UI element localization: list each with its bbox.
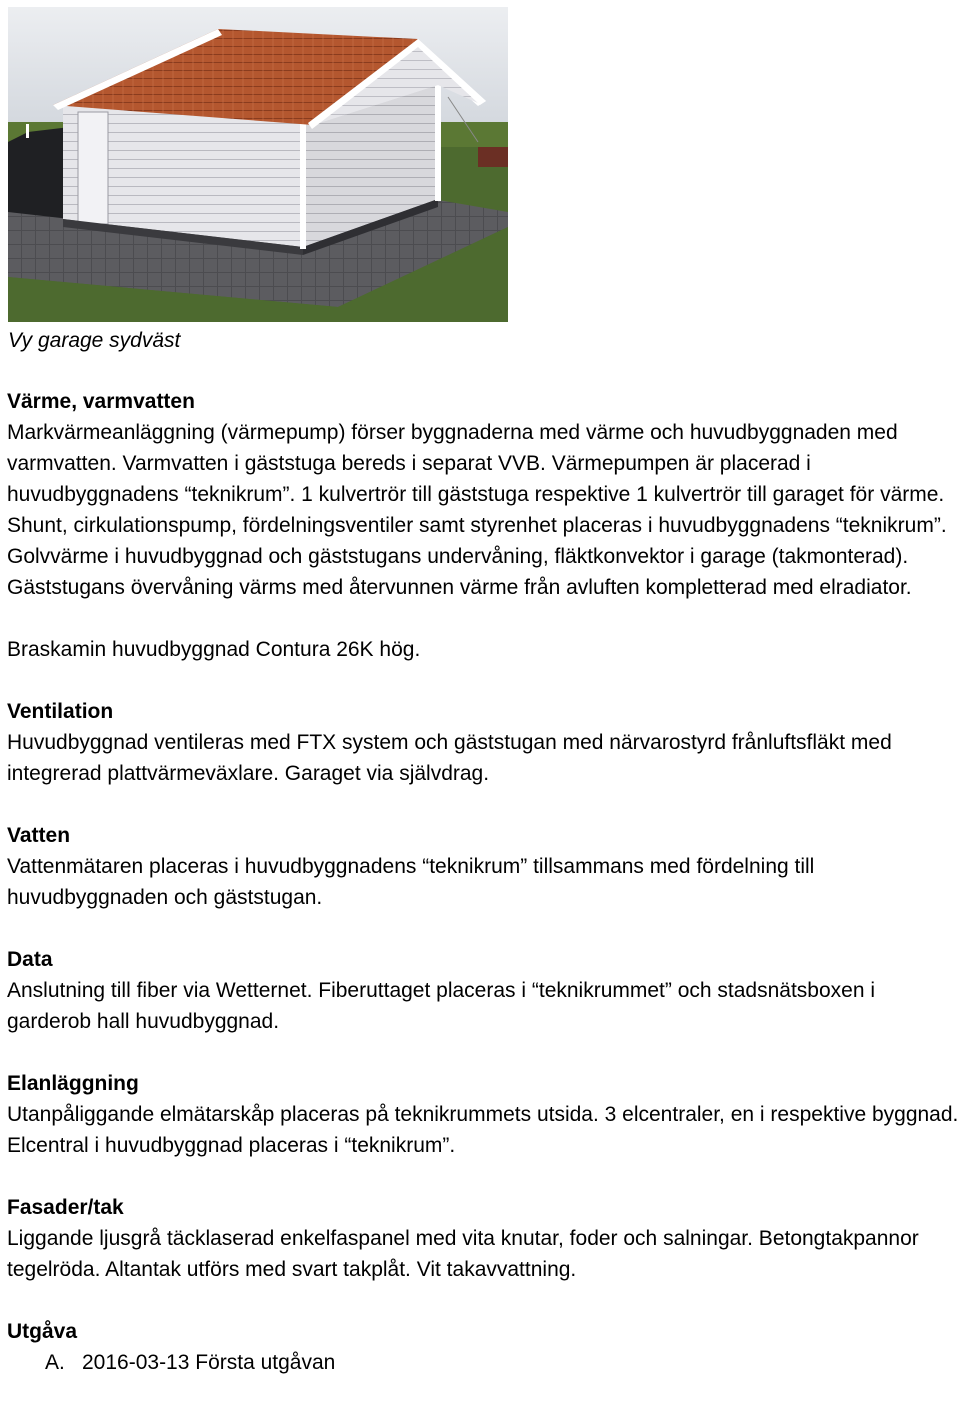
heading-varme: Värme, varmvatten — [7, 390, 195, 413]
document-body — [7, 386, 960, 1378]
paragraph-varme: Markvärmeanläggning (värmepump) förser byggnaderna med värme och huvudbyggnaden med varmvatten. Varmvatten i gäststuga bereds i separat VVB. Värmepumpen är placerad i huvudbyggnadens “teknikrum”. 1 kulvertrör till gäststuga respektive 1 kulvertrör till garaget för värme. Shunt, cirkulationspump, fördelningsventiler samt styrenhet placeras i huvudbyggnadens “teknikrum”. Golvvärme i huvudbyggnad och gäststugans undervåning, fläktkonvektor i garage (takmonterad). Gäststugans övervåning värms med återvunnen värme från avluften kompletterad med elradiator. — [7, 421, 947, 599]
heading-ventilation: Ventilation — [7, 700, 114, 723]
heading-vatten: Vatten — [7, 824, 71, 847]
revision-text: 2016-03-13 Första utgåvan — [82, 1351, 336, 1374]
paragraph-ventilation: Huvudbyggnad ventileras med FTX system och gäststugan med närvarostyrd frånluftsfläkt med integrerad plattvärmeväxlare. Garaget via självdrag. — [7, 731, 892, 785]
heading-data: Data — [7, 948, 53, 971]
heading-utgava: Utgåva — [7, 1320, 78, 1343]
paragraph-braskamin: Braskamin huvudbyggnad Contura 26K hög. — [7, 638, 421, 661]
image-caption: Vy garage sydväst — [8, 329, 181, 352]
heading-fasader: Fasader/tak — [7, 1196, 124, 1219]
paragraph-elanlaggning: Utanpåliggande elmätarskåp placeras på teknikrummets utsida. 3 elcentraler, en i respektive byggnad. Elcentral i huvudbyggnad placeras i “teknikrum”. — [7, 1103, 959, 1157]
garage-illustration — [8, 7, 508, 322]
paragraph-vatten: Vattenmätaren placeras i huvudbyggnadens “teknikrum” tillsammans med fördelning till huvudbyggnaden och gäststugan. — [7, 855, 815, 909]
paragraph-fasader: Liggande ljusgrå täcklaserad enkelfaspanel med vita knutar, foder och salningar. Betongtakpannor tegelröda. Altantak utförs med svart takplåt. Vit takavvattning. — [7, 1227, 919, 1281]
heading-elanlaggning: Elanläggning — [7, 1072, 139, 1095]
paragraph-data: Anslutning till fiber via Wetternet. Fiberuttaget placeras i “teknikrummet” och stadsnätsboxen i garderob hall huvudbyggnad. — [7, 979, 876, 1033]
revision-marker: A. — [45, 1351, 65, 1374]
revision-item — [7, 1347, 960, 1378]
